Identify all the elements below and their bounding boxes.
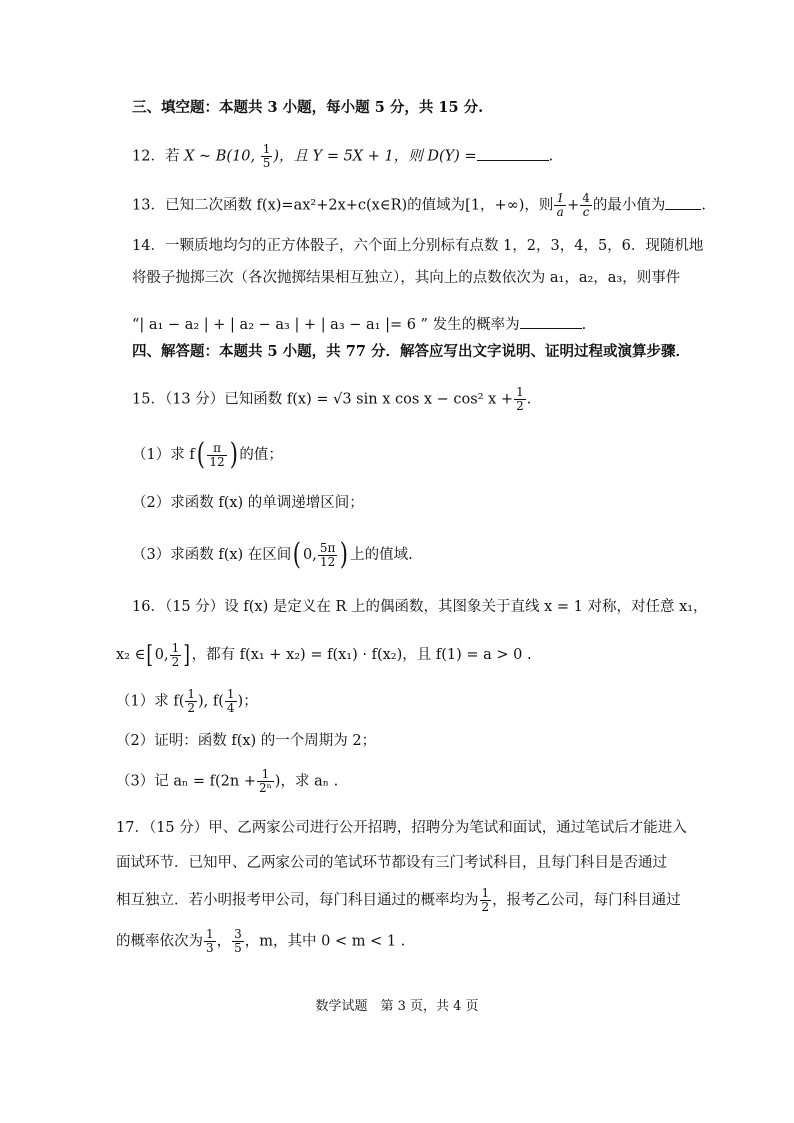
question-15-part-1: （1）求 f( $\frac{\pi}{12}$ ) 的值； [132, 437, 283, 472]
section4-heading: 四、解答题：本题共 5 小题，共 77 分．解答应写出文字说明、证明过程或演算步骤． [132, 343, 690, 360]
question-14-line-3: “| a₁ − a₂ | + | a₂ − a₃ | + | a₃ − a₁ |= 6 ” 发生的概率为 . [132, 314, 586, 335]
question-14-line-1: 14．一颗质地均匀的正方体骰子，六个面上分别标有点数 1，2，3，4，5，6．现随机地 [132, 238, 704, 254]
question-17-line-1: 17．（15 分）甲、乙两家公司进行公开招聘，招聘分为笔试和面试，通过笔试后才能进入 [116, 820, 687, 836]
question-13: 13．已知二次函数 f(x)=ax²+2x+c(x∈R)的值域为[1，+∞)，则 $\frac{1}{a}$ + $\frac{4}{c}$ 的最小值为 . [132, 191, 706, 219]
q13-fraction-2: $\frac{4}{c}$ [582, 191, 590, 219]
q13-answer-blank[interactable] [665, 195, 701, 210]
q16-interval-fraction: $\frac{1}{2}$ [171, 640, 180, 669]
page-footer: 数学试题 第 3 页，共 4 页 [315, 999, 479, 1014]
question-17-line-3: 相互独立．若小明报考甲公司，每门科目通过的概率均为 $\frac{1}{2}$ ，报考乙公司，每门科目通过 [116, 886, 681, 914]
question-12: 12．若 X ~ B(10, $\frac{1}{5}$ )，且 Y = 5X + 1，则 D(Y) = . [132, 142, 554, 170]
q15-p3-fraction: $\frac{5\pi}{12}$ [319, 540, 336, 569]
question-15-part-2: （2）求函数 f(x) 的单调递增区间； [132, 495, 364, 511]
question-16-part-1: （1）求 f( $\frac{1}{2}$ ), f( $\frac{1}{4}$ )； [116, 687, 258, 715]
q14-answer-blank[interactable] [520, 314, 582, 329]
q15-p1-fraction: $\frac{\pi}{12}$ [209, 440, 225, 469]
q13-fraction-1: $\frac{1}{a}$ [556, 191, 565, 219]
q13-number: 13． [132, 197, 165, 214]
question-15-stem: 15．（13 分）已知函数 f(x) = √3 sin x cos x − cos² x + $\frac{1}{2}$ . [132, 385, 532, 413]
question-16-part-3: （3）记 aₙ = f(2n + $\frac{1}{\text{2ⁿ}}$ )，求 aₙ . [116, 767, 339, 795]
q12-fraction: $\frac{1}{5}$ [262, 142, 271, 170]
question-15-part-3: （3）求函数 f(x) 在区间( 0, $\frac{5\pi}{12}$ ) 上的值域. [132, 537, 413, 572]
q12-answer-blank[interactable] [477, 146, 549, 161]
question-17-line-4: 的概率依次为 $\frac{1}{3}$ ， $\frac{3}{5}$ ，m，其中 0 < m < 1 . [116, 927, 406, 955]
question-14-line-2: 将骰子抛掷三次（各次抛掷结果相互独立），其向上的点数依次为 a₁，a₂，a₃，则事件 [132, 270, 681, 286]
question-16-line-2: x₂ ∈[0, $\frac{1}{2}$ ]，都有 f(x₁ + x₂) = f(x₁) · f(x₂)，且 f(1) = a > 0 . [116, 640, 532, 669]
q12-number: 12． [132, 148, 165, 165]
question-16-line-1: 16．（15 分）设 f(x) 是定义在 R 上的偶函数，其图象关于直线 x = 1 对称，对任意 x₁， [132, 599, 708, 615]
question-16-part-2: （2）证明：函数 f(x) 的一个周期为 2； [116, 733, 377, 749]
section3-heading: 三、填空题：本题共 3 小题，每小题 5 分，共 15 分. [132, 99, 484, 116]
question-17-line-2: 面试环节．已知甲、乙两家公司的笔试环节都设有三门考试科目，且每门科目是否通过 [116, 855, 667, 871]
q15-fraction: $\frac{1}{2}$ [516, 385, 524, 413]
